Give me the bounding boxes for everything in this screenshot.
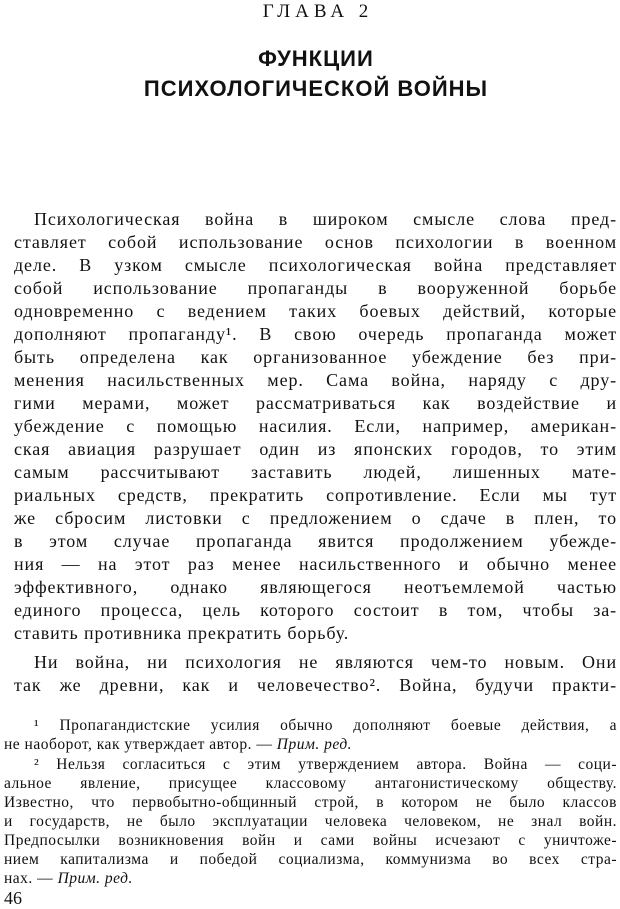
chapter-label: ГЛАВА 2 bbox=[262, 1, 374, 22]
text-line: собой использование пропаганды в вооруженной борьбе bbox=[14, 278, 617, 298]
footnote-text: не наоборот, как утверждает автор. — bbox=[4, 736, 273, 753]
text-line: Психологическая война в широком смысле слова пред- bbox=[34, 209, 617, 229]
footnote-line: ¹ Пропагандистские усилия обычно дополняют боевые действия, а bbox=[34, 717, 617, 734]
footnote-line: Известно, что первобытно-общинный строй, в котором не было классов bbox=[4, 794, 617, 811]
text-line: единого процесса, цель которого состоит в том, чтобы за- bbox=[14, 600, 617, 620]
chapter-title-line-2: ПСИХОЛОГИЧЕСКОЙ ВОЙНЫ bbox=[143, 76, 489, 101]
text-line: самым рассчитывают заставить людей, лишенных мате- bbox=[14, 462, 617, 482]
footnote-line bbox=[4, 735, 617, 755]
text-line: же сбросим листовки с предложением о сдаче в плен, то bbox=[14, 508, 617, 528]
text-line: ния — на этот раз менее насильственного и обычно менее bbox=[14, 554, 617, 574]
text-line: деле. В узком смысле психологическая война представляет bbox=[14, 255, 617, 275]
text-line: убеждение с помощью насилия. Если, например, американ- bbox=[14, 416, 617, 436]
editor-note: Прим. ред. bbox=[276, 736, 353, 753]
footnote-line: ² Нельзя согласиться с этим утверждением автора. Война — соци- bbox=[34, 756, 617, 773]
footnote-line: альное явление, присущее классовому антагонистическому обществу. bbox=[4, 775, 617, 792]
text-line: дополняют пропаганду¹. В свою очередь пропаганда может bbox=[14, 324, 617, 344]
footnote-line: и государств, не было эксплуатации человека человеком, не знал войн. bbox=[4, 813, 617, 830]
footnote-line bbox=[4, 869, 617, 889]
text-line: одновременно с ведением таких боевых действий, которые bbox=[14, 301, 617, 321]
footnote-line: нием капитализма и победой социализма, коммунизма во всех стра- bbox=[4, 851, 617, 868]
text-line: так же древни, как и человечество². Война, будучи практи- bbox=[14, 675, 617, 695]
footnote-text: нах. — bbox=[4, 870, 54, 887]
text-line: гими мерами, может рассматриваться как воздействие и bbox=[14, 393, 617, 413]
text-line: ская авиация разрушает один из японских городов, то этим bbox=[14, 439, 617, 459]
text-line: риальных средств, прекратить сопротивление. Если мы тут bbox=[14, 485, 617, 505]
text-line: менения насильственных мер. Сама война, наряду с дру- bbox=[14, 370, 617, 390]
text-line: Ни война, ни психология не являются чем-то новым. Они bbox=[34, 652, 617, 672]
chapter-title-line-1: ФУНКЦИИ bbox=[258, 46, 374, 71]
text-line: быть определена как организованное убеждение без при- bbox=[14, 347, 617, 367]
text-line: в этом случае пропаганда явится продолжением убежде- bbox=[14, 531, 617, 551]
page-number: 46 bbox=[4, 888, 22, 908]
text-line: ставить противника прекратить борьбу. bbox=[14, 623, 350, 643]
footnote-line: Предпосылки возникновения войн и сами войны исчезают с уничтоже- bbox=[4, 832, 617, 849]
text-line: ставляет собой использование основ психологии в военном bbox=[14, 232, 617, 252]
text-line: эффективного, однако являющегося неотъемлемой частью bbox=[14, 577, 617, 597]
editor-note: Прим. ред. bbox=[57, 870, 133, 887]
